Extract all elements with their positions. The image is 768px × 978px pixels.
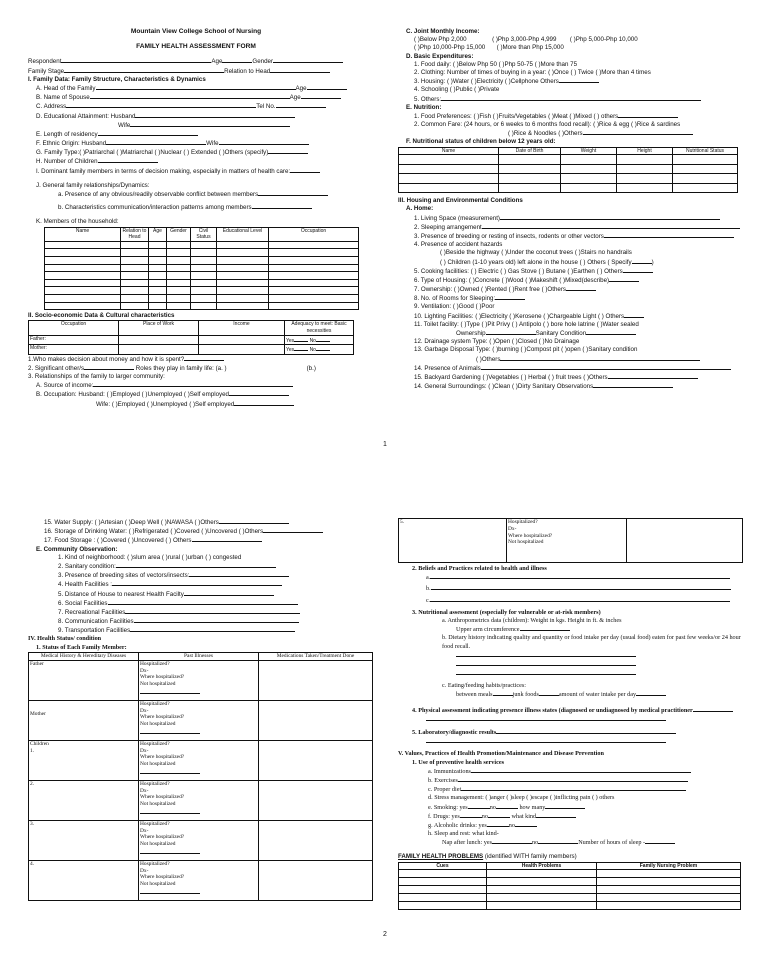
col-relation: Relation to Head [121,227,149,241]
dietary-history-line: b. Dietary history indicating quality and quantity or food intake per day (usual food) eaten for past few weeks/or 24 hour food recall. [442,634,741,650]
vectors-field[interactable] [604,232,734,238]
nap-no-field[interactable] [538,838,578,844]
others-expense-line: 5. Others: [398,95,740,104]
source-income-line: A. Source of income: [28,381,364,390]
surroundings-line: 14. General Surroundings: ( )Clean ( )Dirty Sanitary Observations [398,382,740,391]
ethnic-husband-field[interactable] [106,139,206,145]
community-line: 3. Relationships of the family to larger community: [28,373,165,381]
animals-line: 14. Presence of Animals [398,364,740,373]
nutrition-heading: E. Nutrition: [406,103,442,111]
decision-making-field[interactable] [290,167,320,173]
relationships-line: J. General family relationships/Dynamics: [36,181,150,189]
exercises-field[interactable] [458,776,688,782]
table-row-child-2[interactable]: 2. Hospitalized? Dx- Where hospitalized? Not hospitalized [29,780,373,820]
toilet-sanitary-field[interactable] [586,329,636,335]
respondent-field[interactable] [61,57,211,63]
physical-assessment-heading: 4. Physical assessment indicating presence illness states (diagnosed or undiagnosed by medical practitioner [398,706,748,715]
occupation-wife-line: Wife: ( )Employed ( )Unemployed ( )Self employed [28,400,364,409]
rooms-line: 8. No. of Rooms for Sleeping: [398,294,740,303]
transportation-line: 9. Transportation Facilities [28,626,378,635]
member-label: 4. [29,860,139,900]
table-row-father[interactable]: Father: Yes No [29,335,354,345]
school-name: Mountain View College School of Nursing [130,28,262,35]
col-past-illnesses: Past Illnesses [139,652,259,660]
table-row[interactable] [45,241,359,249]
education-husband-field[interactable] [135,112,295,118]
sleeping-field[interactable] [482,223,740,229]
col-civil-status: Civil Status [191,227,217,241]
neighborhood-line: 1. Kind of neighborhood: ( )slum area ( )rural ( )urban ( ) congested [58,553,242,561]
home-heading: A. Home: [406,205,434,213]
col-education: Educational Level [217,227,269,241]
family-type-line: G. Family Type:( )Patriarchal ( )Matriarchal ( )Nuclear ( ) Extended ( )Others (specify) [28,148,364,157]
education-husband-line: D. Educational Attainment: Husband [28,112,364,121]
exercises-line: b. Exercises [398,776,748,785]
gardening-line: 15. Backyard Gardening ( )Vegetables ( ) Herbal ( ) fruit trees ( )Others [398,373,740,382]
address-line: C. Address Tel No. [28,102,364,111]
common-fare-line-2: ( )Rice & Noodles ( )Others [398,129,740,138]
dietary-blanks[interactable] [398,651,748,679]
physical-assessment-field[interactable] [693,706,733,712]
residency-field[interactable] [98,130,198,136]
beliefs-heading: 2. Beliefs and Practices related to health and illness [412,565,547,572]
table-row[interactable] [399,174,738,184]
drugs-line: f. Drugs: yes no what kind [398,812,748,821]
diet-line: c. Proper diet [398,785,748,794]
physical-assessment-blank[interactable] [398,715,748,724]
gardening-field[interactable] [608,373,698,379]
social-facilities-field[interactable] [108,599,298,605]
recreational-field[interactable] [125,608,300,614]
col-height: Height [617,147,673,155]
smoking-line: e. Smoking: yes no how many [398,803,748,812]
wife-occupation-field[interactable] [234,400,294,406]
income-heading: C. Joint Monthly Income: [406,28,480,35]
education-wife-line: Wife [28,121,364,130]
relation-to-head-field[interactable] [270,67,330,73]
table-row[interactable] [399,164,738,174]
col-nutritional-status: Nutritional Status [673,147,738,155]
lighting-field[interactable] [624,312,644,318]
nap-line: Nap after lunch: yes no Number of hours of sleep - [398,838,748,847]
col-occupation: Occupation [269,227,359,241]
vectors-line: 3. Presence of breeding or resting of insects, rodents or other vectors [398,232,740,241]
between-meals-field[interactable] [493,690,513,696]
ownership-field[interactable] [566,285,596,291]
hazards-line: 4. Presence of accident hazards [414,241,503,249]
member-label: Mother [29,700,139,740]
food-storage-line: 17. Food Storage : ( )Covered ( )Uncovered ( ) Others [28,536,378,545]
immunizations-line: a. Immunizations [398,767,748,776]
housing-others-field[interactable] [559,77,599,83]
children-line: H. Number of Children [28,157,364,166]
section-2-heading: II. Socio-economic Data & Cultural characteristics [28,312,175,320]
community-heading: E. Community Observation: [36,545,118,553]
form-page-1-left [28,28,364,443]
toilet-ownership-line: Ownership Sanitary Condition [398,329,740,338]
col-health-problems: Health Problems [487,862,597,870]
page-number-2: 2 [383,931,387,938]
head-of-family-line: A. Head of the Family Age [28,84,364,93]
communication-field[interactable] [252,203,312,209]
household-heading: K. Members of the household: [36,218,119,226]
member-label: Children 1. [29,740,139,780]
laboratory-field[interactable] [496,728,676,734]
schooling-line: 4. Schooling ( )Public ( )Private [414,86,500,94]
col-medical-history: Medical History & Hereditary Diseases [29,652,139,660]
immunizations-field[interactable] [471,767,691,773]
tel-field[interactable] [276,102,326,108]
col-adequacy: Adequacy to meet: Basic necessities [285,321,354,335]
col-name: Name [399,147,499,155]
col-medications: Medications Taken/Treatment Done [259,652,373,660]
sanitary-line: 2. Sanitary condition: [28,562,378,571]
table-row-child-4[interactable]: 4. Hospitalized? Dx- Where hospitalized? Not hospitalized [29,860,373,900]
table-row[interactable] [399,183,738,193]
decision-money-line: 1.Who makes decision about money and how it is spent? [28,355,364,364]
income-option[interactable]: ( )Php 5,000-Php 10,000 [569,36,638,44]
household-table [44,227,359,311]
form-page-2-right [398,518,748,926]
laboratory-blank[interactable] [398,737,748,746]
lighting-line: 10. Lighting Facilities: ( )Electricity ( )Kerosene ( )Chargeable Light ( ) Others [398,312,740,321]
garbage-others-field[interactable] [500,355,700,361]
table-row[interactable] [45,287,359,295]
significant-others-line: 2. Significant other/s Roles they play in family life: (a. ) (b.) [28,364,316,372]
col-name: Name [45,227,121,241]
income-options-row-2 [398,44,740,52]
social-facilities-line: 6. Social Facilities [28,599,378,608]
section-1-heading: I. Family Data: Family Structure, Characteristics & Dynamics [28,75,206,83]
occupation-table [28,320,354,354]
ownership-line: 7. Ownership: ( )Owned ( )Rented ( )Rent free ( )Others [398,285,740,294]
health-status-table [28,652,373,901]
conflict-field[interactable] [258,190,328,196]
drinking-water-line: 16. Storage of Drinking Water: ( )Refrigerated ( )Covered ( )Uncovered ( )Others [28,527,378,536]
rooms-field[interactable] [495,294,525,300]
anthropometrics-line: a. Anthropometrics data (children): Weight in kgs. Height in ft. & inches [442,616,622,624]
drinking-water-field[interactable] [263,527,323,533]
living-space-line: 1. Living Space (measurement) [398,214,740,223]
form-page-1-right [398,28,740,443]
hazards-options-2[interactable]: ( ) Children (1-10 years old) left alone in the house ( ) Others ( Specify ) [440,258,654,266]
table-row[interactable] [399,870,741,878]
alcohol-yes-field[interactable] [487,821,509,827]
col-weight: Weight [561,147,617,155]
housing-type-field[interactable] [609,276,639,282]
table-row-child-1[interactable]: Children 1. Hospitalized? Dx- Where hospitalized? Not hospitalized [29,740,373,780]
water-intake-field[interactable] [636,690,666,696]
cooking-others-field[interactable] [623,267,653,273]
clothing-line: 2. Clothing: Number of times of buying in a year: ( )Once ( ) Twice ( )More than 4 times [414,68,651,76]
preventive-services-heading: 1. Use of preventive health services [412,758,504,766]
distance-line: 5. Distance of House to nearest Health Facilty [28,590,378,599]
income-option[interactable]: ( )Php 10,000-Php 15,000 [414,44,486,52]
sleep-line: h. Sleep and rest: what kind- [428,830,499,838]
recreational-line: 7. Recreational Facilities [28,608,378,617]
eating-habits-line: c. Eating/feeding habits/practices: [442,682,527,690]
transportation-field[interactable] [130,626,295,632]
arm-circumference-line: Upper arm circumference [398,625,748,634]
head-of-family-field[interactable] [96,84,296,90]
family-type-field[interactable] [268,148,308,154]
laboratory-heading: 5. Laboratory/diagnostic results [398,728,748,737]
decision-making-line: I. Dominant family members in terms of decision making, especially in matters of health care: [28,167,364,176]
table-row[interactable] [45,279,359,287]
table-row-child-3[interactable]: 3. Hospitalized? Dx- Where hospitalized? Not hospitalized [29,820,373,860]
surroundings-field[interactable] [593,382,673,388]
drainage-line: 12. Drainage system Type: ( )Open ( )Closed ( )No Drainage [414,338,580,346]
table-row[interactable] [399,155,738,165]
nutrition-assessment-heading: 3. Nutritional assessment (especially for vulnerable or at-risk members) [412,608,601,616]
col-gender: Gender [167,227,191,241]
table-row-mother[interactable]: Mother: Yes No [29,345,354,355]
water-supply-line: 15. Water Supply: ( )Artesian ( )Deep Well ( )NAWASA ( )Others [28,518,378,527]
col-income: Income [199,321,285,335]
section-3-heading: III. Housing and Environmental Conditions [398,197,523,205]
distance-field[interactable] [184,590,274,596]
table-row-mother[interactable]: Mother Hospitalized? Dx- Where hospitalized? Not hospitalized [29,700,373,740]
spouse-line: B. Name of Spouse Age [28,93,364,102]
income-option[interactable]: ( )Php 3,000-Php 4,999 [492,36,557,44]
eating-habits-details: between meals junk foods amount of water intake per day [398,690,748,699]
family-health-problems-heading: FAMILY HEALTH PROBLEMS (identified WITH family members) [398,853,577,861]
food-storage-field[interactable] [192,536,262,542]
occupation-husband-line: B. Occupation: Husband: ( )Employed ( )Unemployed ( )Self employed [28,390,364,399]
decision-money-field[interactable] [184,355,224,361]
smoking-yes-field[interactable] [468,803,490,809]
member-label: 3. [29,820,139,860]
member-label: 5. [399,519,507,563]
food-daily-line: 1. Food daily: ( )Below Php 50 ( )Php 50-75 ( )More than 75 [414,60,578,68]
garbage-line: 13. Garbage Disposal Type: ( )burning ( )Compost pit ( )open ( )Sanitary condition [414,346,638,354]
smoking-no-field[interactable] [496,803,518,809]
income-option[interactable]: ( )Below Php 2,000 [414,36,467,44]
drugs-no-field[interactable] [488,812,510,818]
ethnic-wife-field[interactable] [219,139,309,145]
hours-sleep-field[interactable] [645,838,675,844]
husband-occupation-field[interactable] [229,390,289,396]
page-number-1: 1 [383,441,387,448]
form-title: FAMILY HEALTH ASSESSMENT FORM [136,42,256,50]
ethnic-line: F. Ethnic Origin: Husband Wife [28,139,364,148]
table-row-father[interactable]: Father Hospitalized? Dx- Where hospitalized? Not hospitalized [29,660,373,700]
common-fare-others-field[interactable] [583,129,693,135]
beliefs-line-a[interactable]: a. [398,573,748,582]
table-row[interactable] [45,264,359,272]
col-family-nursing-problem: Family Nursing Problem [597,862,741,870]
junk-foods-field[interactable] [539,690,559,696]
source-income-field[interactable] [93,381,293,387]
expenditures-heading: D. Basic Expenditures: [406,52,474,60]
spouse-age-field[interactable] [301,93,341,99]
alcohol-no-field[interactable] [515,821,537,827]
table-row[interactable] [45,302,359,310]
family-stage-field[interactable] [64,67,224,73]
respondent-age-field[interactable] [222,57,252,63]
residency-line: E. Length of residency [28,130,364,139]
col-occupation: Occupation [29,321,119,335]
stress-line: d. Stress management: ( )anger ( )sleep ( )escape ( )inflicting pain ( ) others [428,794,615,802]
beliefs-line-c[interactable]: c. [398,596,748,605]
form-page-2-left [28,518,378,926]
table-row[interactable] [45,256,359,264]
communication-field[interactable] [134,617,299,623]
nutritional-status-table [398,147,738,194]
significant-others-field[interactable] [84,364,134,370]
table-row[interactable] [399,894,741,902]
member-label: 2. [29,780,139,820]
housing-line: 3. Housing: ( )Water ( )Electricity ( )Cellphone Others [398,77,740,86]
member-label: Father [29,660,139,700]
nutritional-status-heading: F. Nutritional status of children below 12 years old: [406,138,556,146]
sleeping-line: 2. Sleeping arrangement [398,223,740,232]
beliefs-line-b[interactable]: b. [398,584,748,593]
col-cues: Cues [399,862,487,870]
living-space-field[interactable] [500,214,720,220]
breeding-line: 3. Presence of breeding sites of vectors/insects: [28,571,378,580]
col-date-of-birth: Date of Birth [499,147,561,155]
diet-field[interactable] [461,785,686,791]
col-age: Age [149,227,167,241]
animals-field[interactable] [481,364,731,370]
common-fare-line: 2. Common Fare: (24 hours, or 6 weeks to 6 months food recall): ( )Rice & egg ( )Rice & sardines [414,121,681,129]
cooking-line: 5. Cooking facilities: ( ) Electric ( ) Gas Stove ( ) Butane ( )Earthen ( ) Others [398,267,740,276]
section-5-heading: V. Values, Practices of Health Promotion/Maintenance and Disease Prevention [398,750,604,758]
housing-type-line: 6. Type of Housing: ( )Concrete ( )Wood ( )Makeshift ( )Mixed(describe) [398,276,740,285]
conflict-line: a. Presence of any obvious/readily observable conflict between members [28,190,364,199]
breeding-field[interactable] [189,571,289,577]
water-supply-field[interactable] [219,518,289,524]
health-facilities-line: 4. Health Facilities : [28,580,378,589]
income-option[interactable]: ( )More than Php 15,000 [496,44,564,52]
family-stage-line: Family Stage Relation to Head [28,67,364,76]
family-health-problems-table [398,862,741,911]
table-row[interactable] [399,902,741,910]
children-field[interactable] [98,157,158,163]
section-4-heading: IV. Health Status/ condition [28,635,102,643]
table-row[interactable] [45,249,359,257]
address-field[interactable] [66,102,256,108]
table-row[interactable] [399,878,741,886]
sanitary-field[interactable] [116,562,276,568]
respondent-gender-field[interactable] [273,57,343,63]
health-status-table-continued [398,518,743,563]
col-place-of-work: Place of Work [119,321,199,335]
table-row-child-5[interactable]: 5. Hospitalized? Dx- Where hospitalized? Not hospitalized [399,519,743,563]
communication-line: 8. Communication Facilities [28,617,378,626]
income-options-row-1 [398,36,740,44]
nap-yes-field[interactable] [492,838,532,844]
toilet-ownership-field[interactable] [486,329,536,335]
alcohol-line: g. Alcoholic drinks: yes no [398,821,748,830]
health-facilities-field[interactable] [112,580,282,586]
table-row[interactable] [45,294,359,302]
food-preferences-field[interactable] [618,112,678,118]
spouse-field[interactable] [90,93,290,99]
others-expense-field[interactable] [441,95,701,101]
education-wife-field[interactable] [130,121,290,127]
table-row[interactable] [399,886,741,894]
arm-circumference-field[interactable] [520,625,570,631]
respondent-line: Respondent Age Gender [28,57,364,66]
smoking-how-many-field[interactable] [545,803,585,809]
hazards-options-1[interactable]: ( )Beside the highway ( )Under the coconut trees ( )Stairs no handrails [440,249,632,257]
drugs-yes-field[interactable] [460,812,482,818]
table-row[interactable] [45,272,359,280]
communication-line: b. Characteristics communication/interaction patterns among members [28,203,364,212]
status-heading: 1. Status of Each Family Member: [36,643,127,651]
food-preferences-line: 1. Food Preferences: ( )Fish ( )Fruits/Vegetables ( )Meat ( )Mixed ( ) others [398,112,740,121]
drugs-kind-field[interactable] [536,812,576,818]
toilet-line: 11. Toilet facility: ( )Type ( )Pit Privy ( ) Antipolo ( ) bore hole latrine ( )Water sealed [414,320,639,328]
ventilation-line: 9. Ventilation: ( )Good ( )Poor [414,303,495,311]
garbage-others-line: ( )Others [398,355,740,364]
head-age-field[interactable] [307,84,347,90]
